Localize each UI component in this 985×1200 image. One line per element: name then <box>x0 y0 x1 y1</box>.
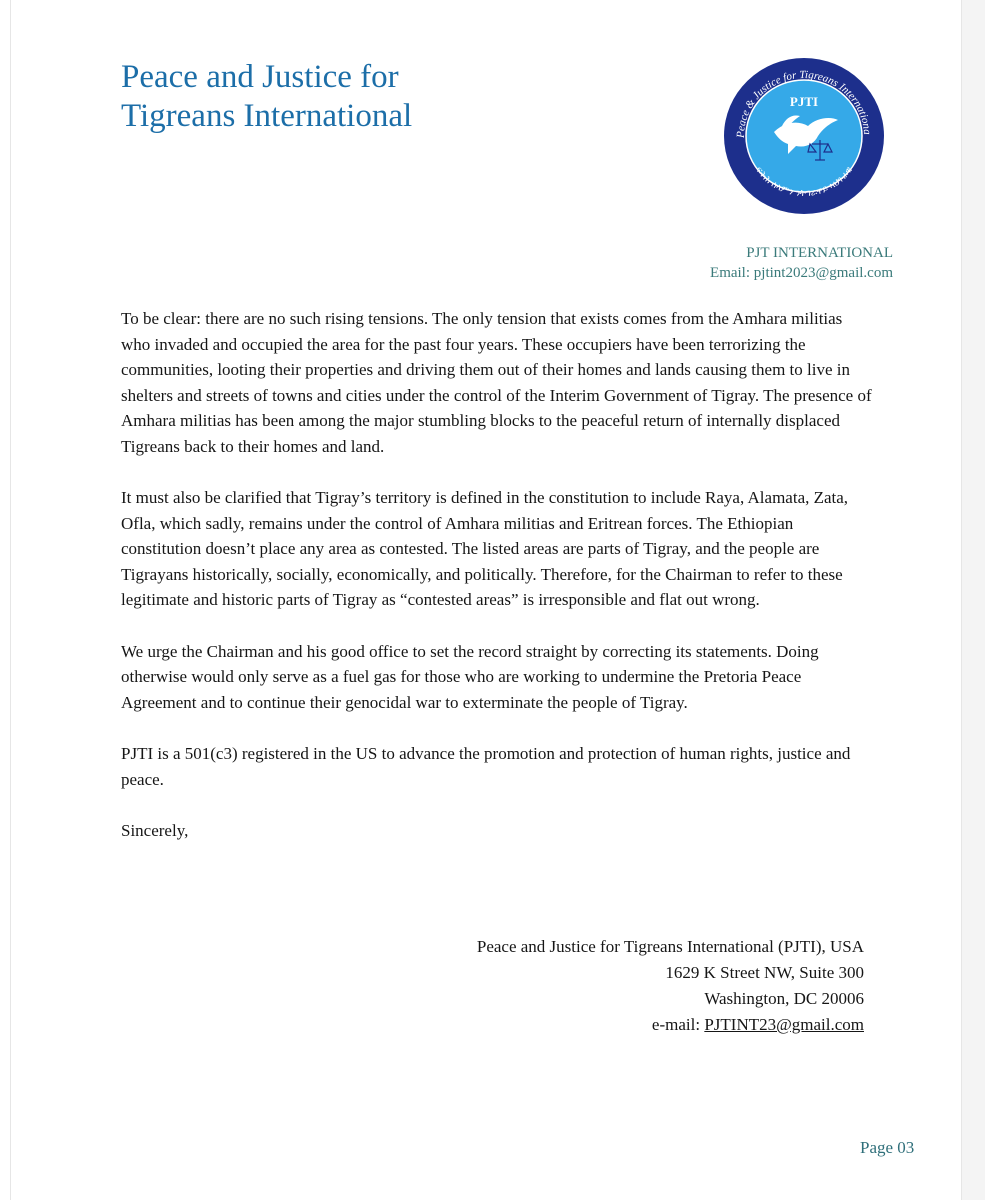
paragraph-2: It must also be clarified that Tigray’s territory is defined in the constitution to include Raya, Alamata, Zata, Ofla, which sadly, remains under the control of Amhara militias and Eritrean forces. The Ethiopian constitution doesn’t place any area as contested. The listed areas are parts of Tigray, and the people are Tigrayans historically, socially, economically, and politically. Therefore, for the Chairman to refer to these legitimate and historic parts of Tigray as “contested areas” is irresponsible and flat out wrong. <box>121 488 849 609</box>
signature-email-line <box>477 1012 864 1038</box>
signature-org: Peace and Justice for Tigreans International (PJTI), USA <box>476 937 864 956</box>
logo-ring-text: Peace & Justice for Tigreans Internationa <box>734 68 874 139</box>
page-edge-shadow <box>962 0 985 1200</box>
signature-email-link[interactable]: PJTINT23@gmail.com <box>704 1015 864 1034</box>
signature-street: 1629 K Street NW, Suite 300 <box>665 963 864 982</box>
paragraph-3: We urge the Chairman and his good office to set the record straight by correcting its statements. Doing otherwise would only serve as a fuel gas for those who are working to undermine the Pretoria Peace Agreement and to continue their genocidal war to exterminate the people of Tigray. <box>121 641 819 712</box>
letter-body <box>121 306 873 870</box>
contact-email: Email: pjtint2023@gmail.com <box>710 265 893 281</box>
organization-title-line-2: Tigreans International <box>121 98 413 134</box>
contact-org-name: PJT INTERNATIONAL <box>746 245 893 261</box>
organization-title-line-1: Peace and Justice for <box>121 59 399 95</box>
logo-ring-text-bottom: ፍትሕ ሰላምን ንትግራዋይ ኣህጉራዊ <box>753 165 855 200</box>
paragraph-1: To be clear: there are no such rising tensions. The only tension that exists comes from the Amhara militias who invaded and occupied the area for the past four years. These occupiers have been terrorizing the communities, looting their properties and driving them out of their homes and lands causing them to live in shelters and streets of towns and cities under the control of the Interim Government of Tigray. The presence of Amhara militias has been among the major stumbling blocks to the peaceful return of internally displaced Tigreans back to their homes and land. <box>121 309 872 456</box>
signature-block <box>477 934 864 1038</box>
signature-email-label: e-mail: <box>651 1015 705 1034</box>
pjti-logo <box>722 56 886 216</box>
organization-title <box>121 58 601 136</box>
closing: Sincerely, <box>121 821 189 840</box>
page-number: Page 03 <box>860 1138 915 1157</box>
signature-city: Washington, DC 20006 <box>704 989 864 1008</box>
logo-center-text: PJTI <box>789 94 819 109</box>
contact-block <box>710 243 893 283</box>
paragraph-4: PJTI is a 501(c3) registered in the US to advance the promotion and protection of human rights, justice and peace. <box>121 744 851 789</box>
